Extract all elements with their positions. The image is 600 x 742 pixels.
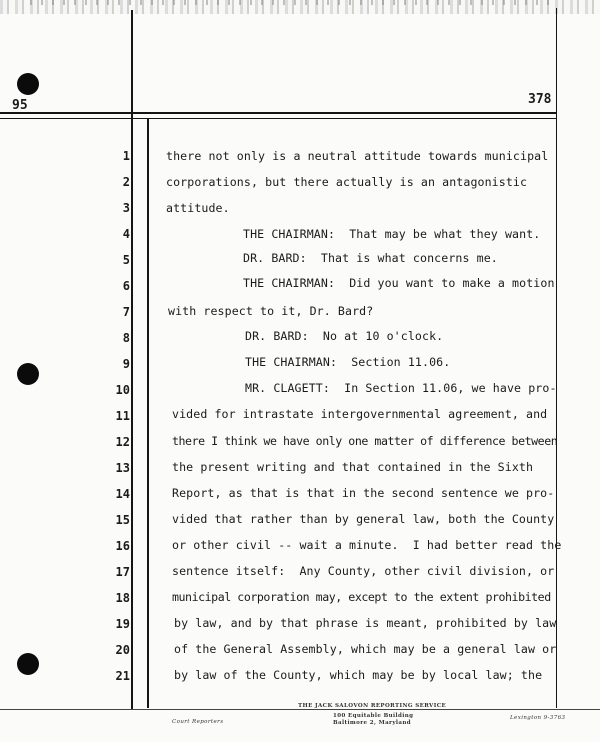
header-rule-bottom [0,118,557,119]
punch-hole-bottom [17,653,39,675]
line-number: 14 [115,487,130,501]
transcript-line: there not only is a neutral attitude towards municipal [166,149,549,163]
line-number: 15 [115,513,130,527]
punch-hole-top [17,73,39,95]
footer-left-label: Court Reporters [172,719,224,725]
transcript-line: sentence itself: Any County, other civil division, or [172,564,555,578]
transcript-line: municipal corporation may, except to the extent prohibited [172,590,551,604]
transcript-line: DR. BARD: That is what concerns me. [243,251,498,265]
punch-hole-middle [17,363,39,385]
line-number: 5 [122,253,130,267]
scan-top-noise-dark [30,0,550,5]
transcript-line: Report, as that is that in the second sentence we pro- [172,486,555,500]
reporting-service-name: THE JACK SALOVON REPORTING SERVICE [298,703,447,709]
footer-city: Baltimore 2, Maryland [333,720,412,726]
transcript-line: MR. CLAGETT: In Section 11.06, we have pro- [245,381,557,395]
transcript-line: vided that rather than by general law, both the County [172,512,555,526]
transcript-line: vided for intrastate intergovernmental agreement, and [172,407,548,421]
page-number: 378 [528,92,552,107]
line-number: 9 [122,357,130,371]
footer-phone: Lexington 9-3763 [510,715,566,721]
transcript-line: THE CHAIRMAN: That may be what they want. [243,227,541,241]
line-number: 3 [122,201,130,215]
header-rule-top [0,112,557,114]
transcript-line: DR. BARD: No at 10 o'clock. [245,329,444,343]
transcript-line: the present writing and that contained in the Sixth [172,460,534,474]
left-margin-rule-inner [147,118,149,708]
line-number: 13 [115,461,130,475]
left-margin-rule-outer [131,10,133,710]
transcript-line: or other civil -- wait a minute. I had better read the [172,538,562,552]
line-number: 2 [122,175,130,189]
line-number: 12 [115,435,130,449]
line-number: 17 [115,565,130,579]
transcript-line: by law, and by that phrase is meant, prohibited by law [174,616,557,630]
footer-rule [0,709,600,710]
left-page-number: 95 [12,98,28,113]
transcript-line: by law of the County, which may be by local law; the [174,668,543,682]
line-number: 11 [115,409,130,423]
transcript-line: of the General Assembly, which may be a general law or [174,642,557,656]
transcript-line: attitude. [166,201,230,215]
reporter-footer [0,700,600,742]
line-number: 6 [122,279,130,293]
line-number: 19 [115,617,130,631]
footer-building: 100 Equitable Building [333,713,414,719]
line-number: 16 [115,539,130,553]
line-number: 1 [122,149,130,163]
line-number: 20 [115,643,130,657]
line-number: 10 [115,383,130,397]
line-number: 18 [115,591,130,605]
transcript-line: with respect to it, Dr. Bard? [168,304,374,318]
transcript-line: THE CHAIRMAN: Section 11.06. [245,355,451,369]
line-number: 8 [122,331,130,345]
line-number: 21 [115,669,130,683]
transcript-line: THE CHAIRMAN: Did you want to make a motion [243,276,555,290]
transcript-line: there I think we have only one matter of difference between [172,434,558,448]
transcript-line: corporations, but there actually is an antagonistic [166,175,528,189]
line-number: 7 [122,305,130,319]
line-number: 4 [122,227,130,241]
